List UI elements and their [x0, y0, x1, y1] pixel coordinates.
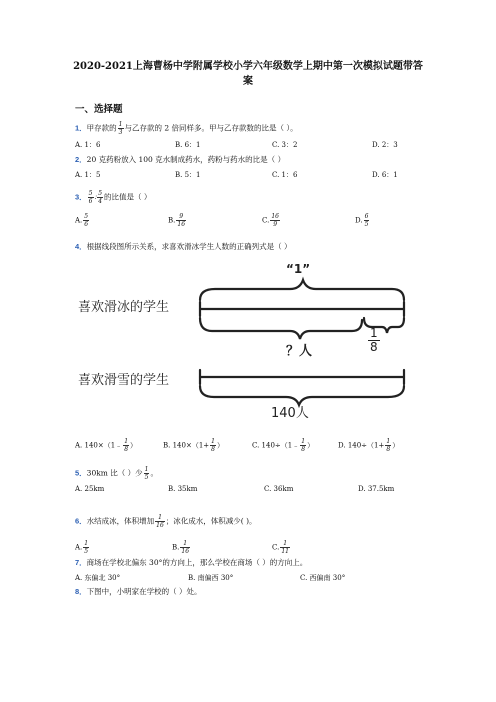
option-c: C. 西偏南 30°: [300, 574, 346, 582]
option-c: C. 36km: [264, 485, 294, 493]
row-label-skiing: 喜欢滑雪的学生: [78, 373, 170, 388]
question-number: 1．: [75, 123, 87, 133]
page-title: 2020-2021上海曹杨中学附属学校小学六年级数学上期中第一次模拟试题带答: [73, 61, 423, 72]
question-8: 8．下图中，小明家在学校的（ ）处。: [75, 587, 202, 596]
option-b: B. $\frac{1}{16}$: [172, 540, 190, 555]
option-b: B. 6：1: [175, 141, 201, 149]
question-number: 6．: [75, 516, 87, 526]
unknown-label: ？人: [286, 344, 313, 359]
fraction: $\frac{1}{16}$: [156, 514, 164, 529]
option-d: D. 2：3: [372, 141, 398, 149]
question-2: 2．20 克药粉放入 100 克水制成药水，药粉与药水的比是（ ）: [75, 155, 286, 164]
eighth-brace: [364, 318, 404, 333]
option-b: B. 140×（1+ $\frac{1}{8}$ ）: [163, 438, 224, 453]
question-number: 2．: [75, 155, 87, 164]
question-6: 6．水结成冰，体积增加 $\frac{1}{16}$ ；冰化成水，体积减少( )。: [75, 514, 257, 529]
question-number: 3．: [75, 192, 87, 202]
fraction: $\frac{5}{6}$: [88, 190, 93, 205]
option-d: D. 37.5km: [358, 485, 395, 493]
section-heading: 一、选择题: [75, 104, 123, 115]
fraction: $\frac{1}{5}$: [144, 466, 149, 481]
row-label-skating: 喜欢滑冰的学生: [78, 300, 170, 315]
option-b: B. 南偏西 30°: [188, 574, 234, 582]
option-d: D. 140÷（1+ $\frac{1}{8}$ ）: [338, 438, 400, 453]
option-a: A. 140×（1﹣ $\frac{1}{8}$ ）: [75, 438, 138, 453]
fraction: $\frac{1}{3}$: [118, 121, 123, 136]
option-a: A. 东偏北 30°: [75, 574, 121, 582]
whole-label: “1”: [286, 262, 311, 276]
question-5: 5．30km 比（ ）少 $\frac{1}{5}$ 。: [75, 466, 158, 481]
option-a: A. 25km: [75, 485, 105, 493]
page-title-line2: 案: [243, 76, 253, 87]
top-brace: [200, 280, 404, 300]
question-number: 4．: [75, 242, 87, 251]
option-c: C. $\frac{1}{11}$: [272, 540, 289, 555]
option-b: B. 5：1: [175, 171, 201, 179]
option-a: A. 1：5: [75, 171, 101, 179]
diagram-fraction: 1 8: [370, 326, 378, 354]
fraction: $\frac{5}{4}$: [98, 190, 103, 205]
unknown-brace: [200, 318, 362, 339]
option-c: C. 3：2: [272, 141, 298, 149]
option-a: A. 1：6: [75, 141, 101, 149]
question-7: 7．商场在学校北偏东 30°的方向上，那么学校在商场（ ）的方向上。: [75, 558, 308, 567]
question-number: 5．: [75, 468, 87, 478]
option-b: B. $\frac{9}{16}$: [168, 213, 186, 228]
option-d: D. $\frac{6}{5}$: [355, 213, 369, 228]
option-a: A. $\frac{1}{5}$: [75, 540, 89, 555]
question-3: 3． $\frac{5}{6}$ ∶ $\frac{5}{4}$ 的比值是（ ）: [75, 190, 152, 205]
total-brace: [200, 386, 404, 405]
question-number: 7．: [75, 558, 87, 567]
option-c: C. 140÷（1﹣ $\frac{1}{8}$ ）: [252, 438, 315, 453]
option-c: C. $\frac{16}{9}$: [262, 213, 279, 228]
total-label: 140人: [271, 406, 309, 421]
question-4: 4．根据线段图所示关系，求喜欢滑冰学生人数的正确列式是（ ）: [75, 242, 292, 251]
option-c: C. 1：6: [272, 171, 298, 179]
option-a: A. $\frac{5}{6}$: [75, 213, 89, 228]
question-number: 8．: [75, 587, 87, 596]
option-d: D. 6：1: [372, 171, 398, 179]
question-1: 1．甲存款的 $\frac{1}{3}$ 与乙存款的 2 倍同样多。甲与乙存款数的比是（ ）。: [75, 121, 298, 136]
option-b: B. 35km: [168, 485, 198, 493]
